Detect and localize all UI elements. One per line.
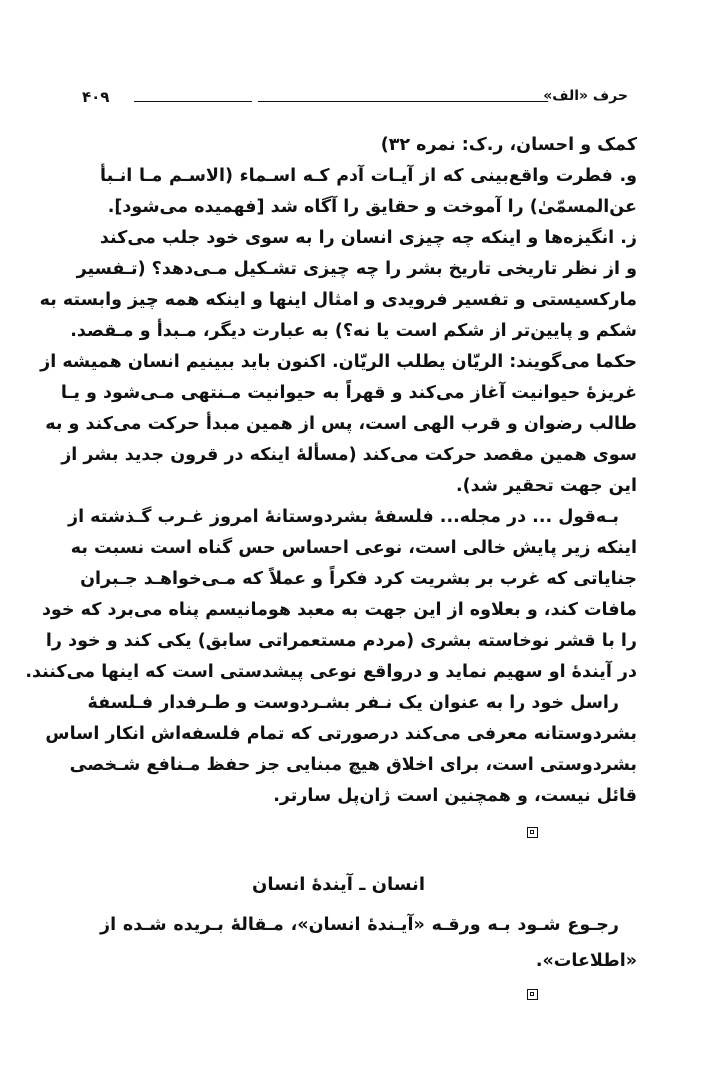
text-line: کمک و احسان، ر.ک: نمره ۳۲) [380,135,637,155]
text-line: و. فطرت واقع‌بینی که از آیـات آدم کـه اسـماء (الاسـم مـا انـبأ [100,166,637,186]
header-rule-right [258,101,548,102]
text-line: حکما می‌گویند: الریّان یطلب الریّان. اکنون باید ببینیم انسان همیشه از [40,352,637,372]
section-heading: انسان ـ آیندهٔ انسان [252,874,425,895]
text-line: عن‌المسمّیٰ) را آموخت و حقایق را آگاه شد [فهمیده می‌شود]. [107,197,637,217]
text-line: را با قشر نوخاسته بشری (مردم مستعمراتی سابق) یکی کند و خود را [45,631,637,651]
text-line: شکم و پایین‌تر از شکم است یا نه؟) به عبارت دیگر، مـبدأ و مـقصد. [70,321,637,341]
text-line: مارکسیستی و تفسیر فرویدی و امثال اینها و اینکه همه چیز وابسته به [39,290,637,310]
text-line: سوی همین مقصد حرکت می‌کند (مسألهٔ اینکه در قرون جدید بشر از [61,445,637,465]
text-line: در آیندهٔ او سهیم نماید و درواقع نوعی پیشدستی است که اینها می‌کنند. [25,662,637,682]
text-line: قائل نیست، و همچنین است ژان‌پل سارتر. [273,786,637,806]
text-line: راسل خود را به عنوان یک نـفر بشـردوست و طـرفدار فـلسفهٔ [87,693,619,713]
text-line: این جهت تحقیر شد). [455,476,637,496]
section-end-mark [527,989,538,1000]
running-title: حرف «الف» [543,88,628,104]
text-line: اینکه زیر پایش خالی است، نوعی احساس حس گناه است نسبت به [70,538,637,558]
text-line: «اطلاعات». [535,951,637,971]
text-line: رجـوع شـود بـه ورقـه «آیـندهٔ انسان»، مـقالهٔ بـریده شـده از [100,915,619,935]
text-line: بشردوستانه معرفی می‌کند درصورتی که تمام فلسفه‌اش انکار اساس [45,724,637,744]
running-header [82,88,628,114]
page-number: ۴۰۹ [82,88,110,106]
text-line: غریزهٔ حیوانیت آغاز می‌کند و قهراً به حیوانیت مـنتهی مـی‌شود و یـا [60,383,637,403]
text-line: و از نظر تاریخی تاریخ بشر را چه چیزی تشـکیل مـی‌دهد؟ (تـفسیر [76,259,637,279]
text-line: مافات کند، و بعلاوه از این جهت به معبد هومانیسم پناه می‌برد که خود [41,600,637,620]
section-end-mark [527,827,538,838]
header-rule-left [134,101,252,102]
text-line: طالب رضوان و قرب الهی است، پس از همین مبدأ حرکت می‌کند و به [45,414,637,434]
text-line: جنایاتی که غرب بر بشریت کرد فکراً و عملاً که مـی‌خواهـد جـبران [80,569,637,589]
text-line: بشردوستی است، برای اخلاق هیچ مبنایی جز حفظ مـنافع شـخصی [69,755,637,775]
text-line: ز. انگیزه‌ها و اینکه چه چیزی انسان را به سوی خود جلب می‌کند [99,228,637,248]
text-line: بـه‌قول ... در مجله... فلسفهٔ بشردوستانهٔ امروز غـرب گـذشته از [68,507,619,527]
